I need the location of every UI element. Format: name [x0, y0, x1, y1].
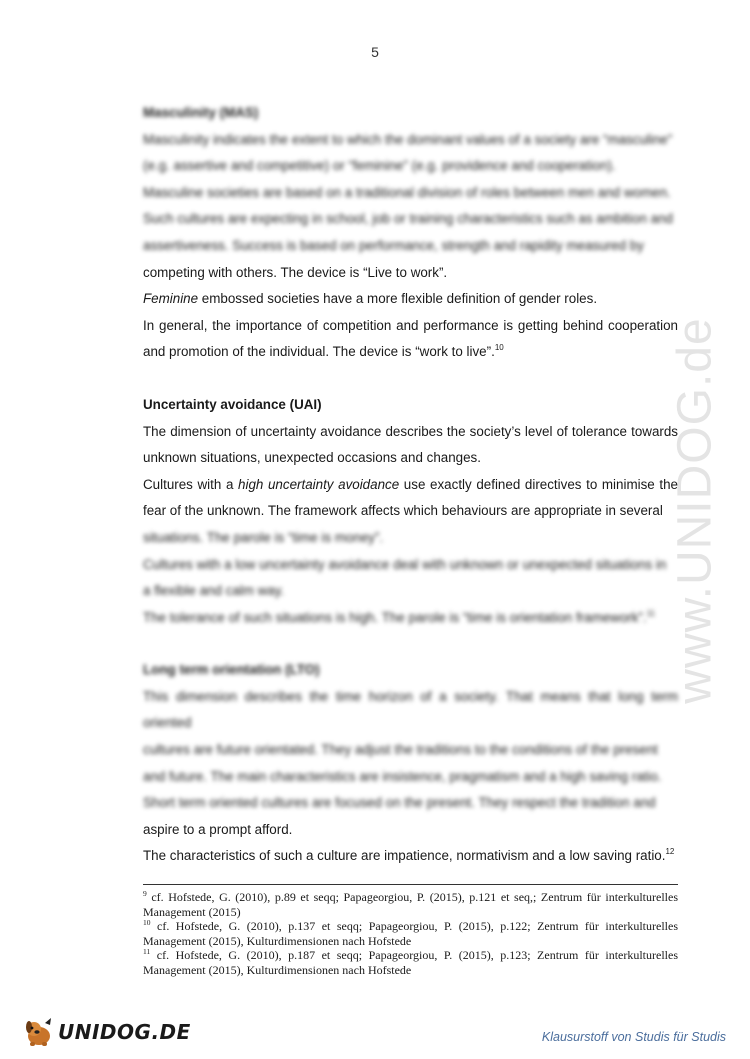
uai-blurred-line: Cultures with a low uncertainty avoidance deal with unknown or unexpected situations in — [143, 556, 667, 572]
feminine-term: Feminine — [143, 291, 199, 307]
lto-blurred-line: This dimension describes the time horizon of a society. That means that long term oriented — [143, 688, 678, 731]
footnote-ref: 12 — [665, 847, 675, 857]
footnote-ref: 11 — [646, 608, 655, 618]
mas-blurred-line: Masculinity indicates the extent to which the dominant values of a society are “masculine” — [143, 131, 673, 147]
uai-heading: Uncertainty avoidance (UAI) — [143, 396, 322, 412]
slogan: Klausurstoff von Studis für Studis — [541, 1030, 726, 1044]
dog-icon — [22, 1015, 56, 1049]
lto-blurred-line: and future. The main characteristics are insistence, pragmatism and a high saving ratio. — [143, 768, 662, 784]
footnote — [143, 890, 678, 919]
lto-blurred-line: cultures are future orientated. They adjust the traditions to the conditions of the present — [143, 742, 658, 758]
footnote-text: cf. Hofstede, G. (2010), p.187 et seqq; Papageorgiou, P. (2015), p.123; Zentrum für interkulturelles Management (2015), Kulturdimensionen nach Hofstede — [143, 948, 679, 977]
mas-blurred-line: Such cultures are expecting in school, job or training characteristics such as ambition and — [143, 211, 673, 227]
uai-p2-start: Cultures with a — [143, 476, 239, 492]
uai-p2-end: use exactly defined directives to minimise the fear of the unknown. The framework affects which behaviours are appropriate in several — [143, 476, 678, 519]
uai-blurred-line: a flexible and calm way. — [143, 583, 285, 599]
lto-blurred-text — [143, 684, 678, 817]
footnote-text: cf. Hofstede, G. (2010), p.89 et seqq; Papageorgiou, P. (2015), p.121 et seq,; Zentrum für interkulturelles Management (2015) — [143, 890, 678, 919]
lto-blurred-line: Short term oriented cultures are focused on the present. They respect the tradition and — [143, 795, 656, 811]
mas-feminine-line — [143, 286, 678, 313]
unidog-logo — [22, 1013, 191, 1051]
uai-paragraph-2 — [143, 472, 678, 525]
watermark-text: www.UNIDOG.de — [668, 316, 722, 704]
footnote — [143, 948, 678, 977]
lto-characteristics-text: The characteristics of such a culture are impatience, normativism and a low saving ratio. — [143, 848, 666, 864]
mas-blurred-text — [143, 127, 678, 260]
footnote-divider — [143, 884, 678, 885]
uai-blurred-line — [143, 605, 678, 632]
footnote-number: 11 — [143, 947, 151, 956]
mas-general — [143, 313, 678, 366]
footnote-number: 9 — [143, 889, 147, 898]
lto-line: aspire to a prompt afford. — [143, 821, 293, 837]
page-number: 5 — [371, 44, 379, 60]
mas-line: competing with others. The device is “Live to work”. — [143, 264, 448, 280]
mas-heading: Masculinity (MAS) — [143, 105, 259, 120]
lto-characteristics — [143, 843, 678, 870]
footnote-ref: 10 — [494, 343, 504, 353]
uai-blurred-line-text: The tolerance of such situations is high. The parole is “time is orientation framework”. — [143, 609, 647, 625]
mas-blurred-line: Masculine societies are based on a traditional division of roles between men and women. — [143, 184, 671, 200]
mas-blurred-line: assertiveness. Success is based on performance, strength and rapidity measured by — [143, 237, 644, 253]
main-content — [143, 100, 678, 870]
footnote-text: cf. Hofstede, G. (2010), p.137 et seqq; Papageorgiou, P. (2015), p.122; Zentrum für interkulturelles Management (2015), Kulturdimensionen nach Hofstede — [143, 919, 679, 948]
uai-blurred-line: situations. The parole is “time is money”. — [143, 529, 384, 545]
mas-blurred-line: (e.g. assertive and competitive) or “feminine” (e.g. providence and cooperation). — [143, 158, 616, 174]
uai-p2-emphasis: high uncertainty avoidance — [238, 476, 400, 492]
uai-paragraph-1: The dimension of uncertainty avoidance describes the society’s level of tolerance towards unknown situations, unexpected occasions and changes. — [143, 423, 678, 466]
lto-heading: Long term orientation (LTO) — [143, 662, 320, 678]
logo-text: UNIDOG.DE — [58, 1020, 191, 1044]
feminine-rest: embossed societies have a more flexible definition of gender roles. — [198, 291, 598, 307]
footnotes — [143, 890, 678, 977]
uai-blurred-text — [143, 525, 678, 631]
footnote-number: 10 — [143, 918, 151, 927]
footnote — [143, 919, 678, 948]
mas-general-text: In general, the importance of competition and performance is getting behind cooperation and promotion of the individual. The device is “work to live”. — [143, 317, 678, 360]
